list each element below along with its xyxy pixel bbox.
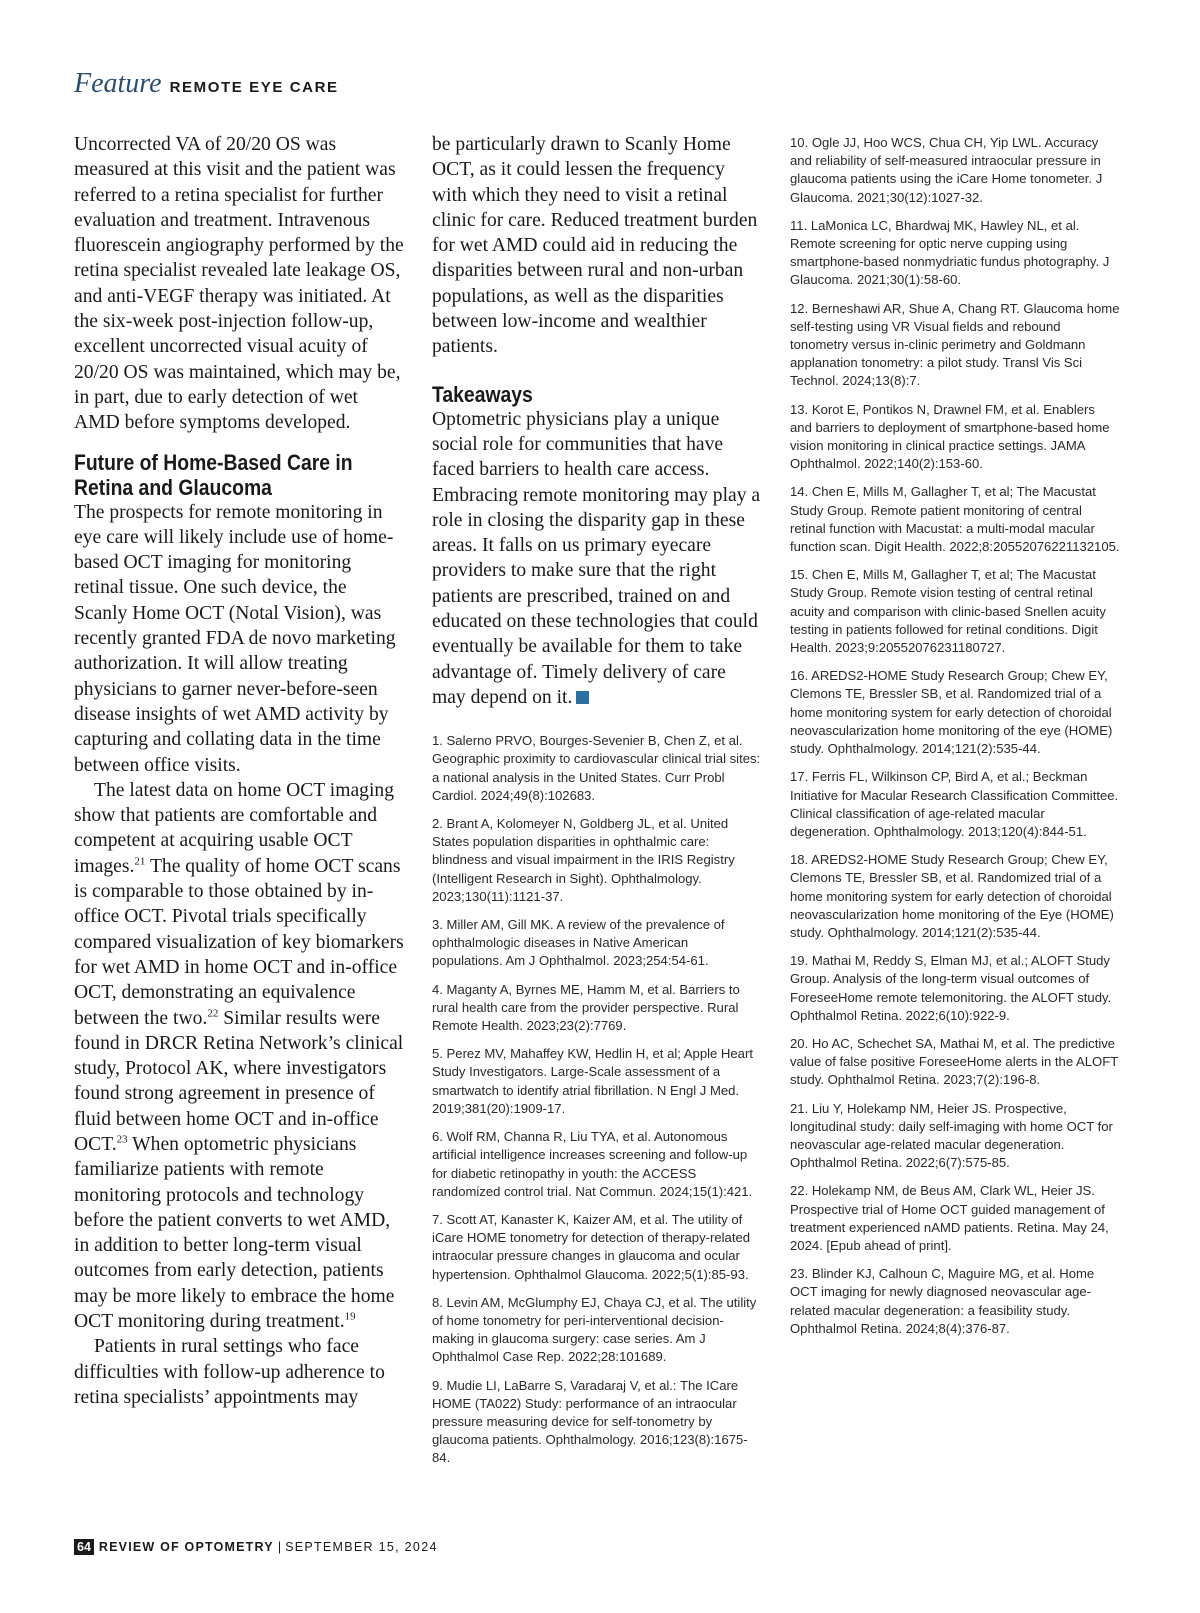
citation-superscript: 19	[344, 1310, 356, 1323]
reference-item: 9. Mudie LI, LaBarre S, Varadaraj V, et al.: The ICare HOME (TA022) Study: performance of an intraocular pressure measuring device for self-tonometry by glaucoma patients. Ophthalmology. 2016;123(8):1675-84.	[432, 1377, 748, 1466]
reference-item: 21. Liu Y, Holekamp NM, Heier JS. Prospective, longitudinal study: daily self-imaging with home OCT for neovascular age-related macular degeneration. Ophthalmol Retina. 2022;6(7):575-85.	[790, 1100, 1113, 1171]
publication-name: REVIEW OF OPTOMETRY	[98, 1540, 274, 1554]
article-column-2	[432, 132, 762, 1478]
reference-item: 11. LaMonica LC, Bhardwaj MK, Hawley NL, et al. Remote screening for optic nerve cupping using smartphone-based nonmydriatic fundus photography. J Glaucoma. 2021;30(1):58-60.	[790, 217, 1110, 288]
reference-item: 2. Brant A, Kolomeyer N, Goldberg JL, et al. United States population disparities in ophthalmic care: blindness and visual impairment in the IRIS Registry (Intelligent Research in Sight). Ophthalmology. 2023;130(11):1121-37.	[432, 816, 735, 904]
text-run: Similar results were found in DRCR Retina Network’s clinical study, Protocol AK, where investigators found strong agreement in presence of fluid between home OCT and in-office OCT.	[74, 1007, 404, 1155]
citation-superscript: 22	[207, 1006, 219, 1019]
text-run: The quality of home OCT scans is comparable to those obtained by in-office OCT. Pivotal trials specifically compared visualization of key biomarkers for wet AMD in home OCT and in-office OCT, demonstrating an equivalence between the two.	[74, 855, 404, 1029]
footer-separator: |	[277, 1540, 282, 1554]
reference-item: 10. Ogle JJ, Hoo WCS, Chua CH, Yip LWL. Accuracy and reliability of self-measured intraocular pressure in glaucoma patients using the iCare Home tonometer. J Glaucoma. 2021;30(12):1027-32.	[790, 135, 1103, 205]
reference-item: 6. Wolf RM, Channa R, Liu TYA, et al. Autonomous artificial intelligence increases screening and follow-up for diabetic retinopathy in youth: the ACCESS randomized control trial. Nat Commun. 2024;15(1):421.	[432, 1129, 753, 1199]
body-paragraph: be particularly drawn to Scanly Home OCT, as it could lessen the frequency with which they need to visit a retinal clinic for care. Reduced treatment burden for wet AMD could aid in reducing the disparities between rural and non-urban populations, as well as the disparities between low-income and wealthier patients.	[432, 134, 758, 358]
reference-item: 18. AREDS2-HOME Study Research Group; Chew EY, Clemons TE, Bressler SB, et al. Randomized trial of a home monitoring system for early detection of choroidal neovascularization home monitoring of the Eye (HOME) study. Ophthalmology. 2014;121(2):535-44.	[790, 852, 1114, 940]
body-paragraph	[432, 407, 762, 711]
text-run: The latest data on home OCT imaging show that patients are comfortable and competent at acquiring usable OCT images.	[74, 779, 395, 877]
references-list-part1	[432, 732, 762, 1467]
reference-item: 15. Chen E, Mills M, Gallagher T, et al; The Macustat Study Group. Remote vision testing of central retinal acuity and comparison with clinic-based Snellen acuity testing in patients followed for retinal conditions. Digit Health. 2023;9:20552076231180727.	[790, 567, 1106, 656]
reference-item: 17. Ferris FL, Wilkinson CP, Bird A, et al.; Beckman Initiative for Macular Research Classification Committee. Clinical classification of age-related macular degeneration. Ophthalmology. 2013;120(4):844-51.	[790, 769, 1119, 839]
article-column-3	[790, 134, 1120, 1348]
reference-item: 5. Perez MV, Mahaffey KW, Hedlin H, et al; Apple Heart Study Investigators. Large-Scale assessment of a smartwatch to identify atrial fibrillation. N Engl J Med. 2019;381(20):1909-17.	[432, 1046, 753, 1116]
page-footer	[74, 1539, 438, 1555]
references-list-part2	[790, 134, 1120, 1338]
reference-item: 16. AREDS2-HOME Study Research Group; Chew EY, Clemons TE, Bressler SB, et al. Randomized trial of a home monitoring system for early detection of choroidal neovascularization home monitoring of the eye (HOME) study. Ophthalmology. 2014;121(2):535-44.	[790, 668, 1113, 757]
reference-item: 20. Ho AC, Schechet SA, Mathai M, et al. The predictive value of false positive ForeseeHome alerts in the ALOFT study. Ophthalmol Retina. 2023;7(2):196-8.	[790, 1035, 1118, 1088]
reference-item: 14. Chen E, Mills M, Gallagher T, et al; The Macustat Study Group. Remote patient monitoring of central retinal function with Macustat: a multi-modal macular function scan. Digit Health. 2022;8:20552076221132105.	[790, 484, 1120, 555]
body-paragraph: Uncorrected VA of 20/20 OS was measured at this visit and the patient was referred to a retina specialist for further evaluation and treatment. Intravenous fluorescein angiography performed by the retina specialist revealed late leakage OS, and anti-VEGF therapy was initiated. At the six-week post-injection follow-up, excellent uncorrected visual acuity of 20/20 OS was maintained, which may be, in part, due to early detection of wet AMD before symptoms developed.	[74, 134, 404, 434]
reference-item: 13. Korot E, Pontikos N, Drawnel FM, et al. Enablers and barriers to deployment of smartphone-based home vision monitoring in clinical practice settings. JAMA Ophthalmol. 2022;140(2):153-60.	[790, 401, 1110, 472]
reference-item: 8. Levin AM, McGlumphy EJ, Chaya CJ, et al. The utility of home tonometry for peri-interventional decision-making in glaucoma surgery: case series. Am J Ophthalmol Case Rep. 2022;28:101689.	[432, 1294, 757, 1365]
citation-superscript: 21	[134, 855, 146, 868]
text-run: When optometric physicians familiarize patients with remote monitoring protocols and technology before the patient converts to wet AMD, in addition to better long-term visual outcomes from early detection, patients may be more likely to embrace the home OCT monitoring during treatment.	[74, 1133, 395, 1333]
body-paragraph: Patients in rural settings who face difficulties with follow-up adherence to retina specialists’ appointments may	[74, 1336, 385, 1408]
citation-superscript: 23	[116, 1133, 128, 1146]
reference-item: 3. Miller AM, Gill MK. A review of the prevalence of ophthalmologic diseases in Native American populations. Am J Ophthalmol. 2023;254:54-61.	[432, 917, 725, 969]
section-heading-future: Future of Home-Based Care in Retina and Glaucoma	[74, 449, 353, 500]
body-paragraph: The prospects for remote monitoring in eye care will likely include use of home-based OCT imaging for monitoring retinal tissue. One such device, the Scanly Home OCT (Notal Vision), was recently granted FDA de novo marketing authorization. It will allow treating physicians to garner never-before-seen disease insights of wet AMD activity by capturing and collating data in the time between office visits.	[74, 501, 396, 776]
reference-item: 12. Berneshawi AR, Shue A, Chang RT. Glaucoma home self-testing using VR Visual fields and rebound tonometry versus in-clinic perimetry and Goldmann applanation tonometry: a pilot study. Transl Vis Sci Technol. 2024;13(8):7.	[790, 300, 1120, 389]
page-number: 64	[74, 1539, 94, 1555]
section-label: REMOTE EYE CARE	[169, 79, 339, 96]
reference-item: 4. Maganty A, Byrnes ME, Hamm M, et al. Barriers to rural health care from the provider perspective. Rural Remote Health. 2023;23(2):7769.	[432, 981, 740, 1034]
end-of-article-icon	[576, 691, 589, 704]
reference-item: 19. Mathai M, Reddy S, Elman MJ, et al.; ALOFT Study Group. Analysis of the long-term visual outcomes of ForeseeHome remote telemonitoring. the ALOFT study. Ophthalmol Retina. 2022;6(10):922-9.	[790, 953, 1112, 1023]
feature-label: Feature	[74, 68, 162, 99]
body-paragraph	[74, 778, 404, 1335]
issue-date: SEPTEMBER 15, 2024	[285, 1540, 438, 1554]
text-run: Optometric physicians play a unique social role for communities that have faced barriers to health care access. Embracing remote monitoring may play a role in closing the disparity gap in these areas. It falls on us primary eyecare providers to make sure that the right patients are prescribed, trained on and educated on these technologies that could eventually be available for them to take advantage of. Timely delivery of care may depend on it.	[432, 408, 761, 708]
reference-item: 7. Scott AT, Kanaster K, Kaizer AM, et al. The utility of iCare HOME tonometry for detection of therapy-related intraocular pressure changes in glaucoma and ocular hypertension. Ophthalmol Glaucoma. 2022;5(1):85-93.	[432, 1211, 751, 1282]
page-header	[74, 68, 339, 100]
section-heading-takeaways: Takeaways	[432, 381, 533, 407]
article-column-1	[74, 132, 404, 1410]
reference-item: 1. Salerno PRVO, Bourges-Sevenier B, Chen Z, et al. Geographic proximity to cardiovascular clinical trial sites: a national analysis in the United States. Curr Probl Cardiol. 2024;49(8):102683.	[432, 733, 761, 803]
reference-item: 23. Blinder KJ, Calhoun C, Maguire MG, et al. Home OCT imaging for newly diagnosed neovascular age-related macular degeneration: a feasibility study. Ophthalmol Retina. 2024;8(4):376-87.	[790, 1266, 1095, 1336]
reference-item: 22. Holekamp NM, de Beus AM, Clark WL, Heier JS. Prospective trial of Home OCT guided management of treatment experienced nAMD patients. Retina. May 24, 2024. [Epub ahead of print].	[790, 1183, 1109, 1253]
